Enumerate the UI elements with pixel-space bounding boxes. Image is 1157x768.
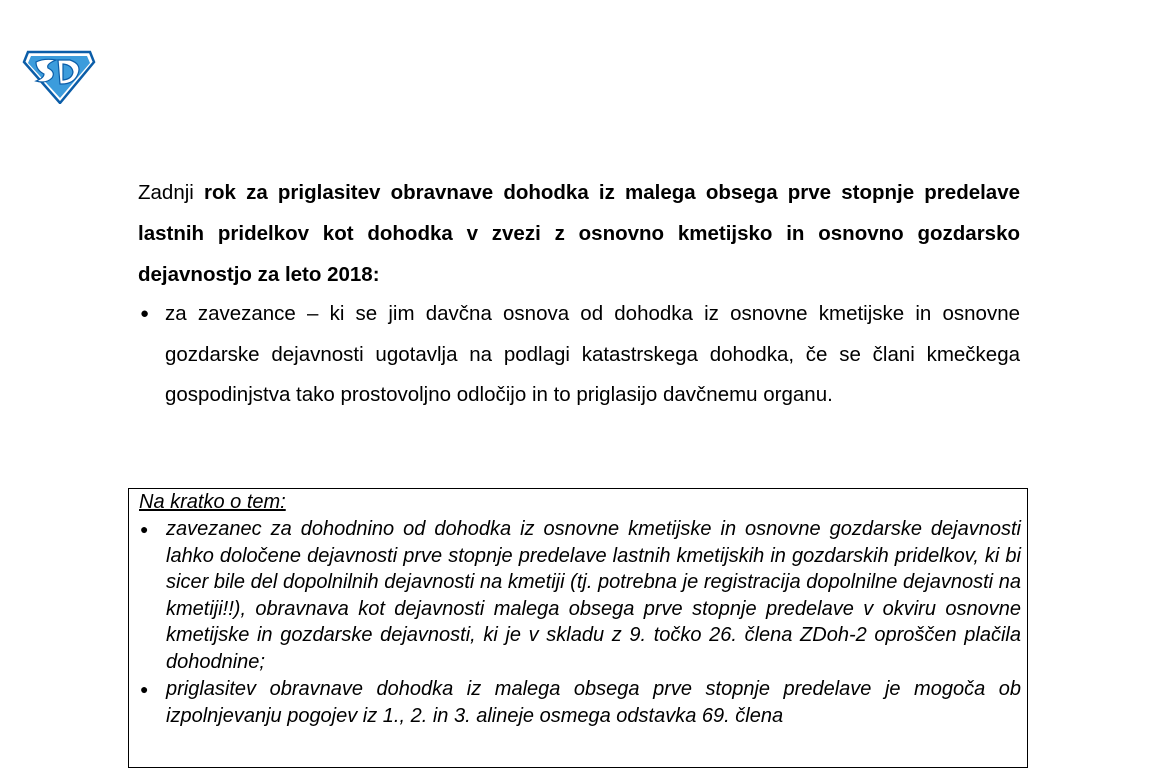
list-item [139, 676, 1021, 729]
list-item-text: za zavezance – ki se jim davčna osnova od dohodka iz osnovne kmetijske in osnovne gozdarske dejavnosti ugotavlja na podlagi katastrskega dohodka, če se člani kmečkega gospodinjstva tako prostovoljno odločijo in to priglasijo davčnemu organu. [165, 302, 1020, 406]
bullet-list [138, 294, 1020, 416]
bullet-icon: ● [140, 681, 149, 697]
list-item-text: zavezanec za dohodnino od dohodka iz osnovne kmetijske in osnovne gozdarske dejavnosti lahko določene dejavnosti prve stopnje predelave lastnih kmetijskih in gozdarskih pridelkov, ki bi sicer bile del dopolnilnih dejavnosti na kmetiji (tj. potrebna je registracija dopolnilne dejavnosti na kmetiji!!), obravnava kot dejavnosti malega obsega prve stopnje predelave v okviru osnovne kmetijske in gozdarske dejavnosti, ki je v skladu z 9. točko 26. člena ZDoh-2 oproščen plačila dohodnine; [166, 518, 1021, 673]
bullet-icon: ● [140, 521, 149, 537]
intro-suffix: : [372, 263, 380, 286]
summary-list [139, 516, 1021, 730]
list-item [138, 294, 1020, 416]
bullet-icon: ● [140, 305, 150, 322]
summary-box-title: Na kratko o tem: [139, 491, 286, 513]
list-item [139, 516, 1021, 675]
list-item-text: priglasitev obravnave dohodka iz malega obsega prve stopnje predelave je mogoča ob izpolnjevanju pogojev iz 1., 2. in 3. alineje osmega odstavka 69. člena [166, 678, 1021, 727]
intro-paragraph [138, 172, 1020, 295]
company-logo [22, 48, 96, 104]
summary-box [128, 488, 1028, 768]
intro-bold-text: rok za priglasitev obravnave dohodka iz malega obsega prve stopnje predelave lastnih pridelkov kot dohodka v zvezi z osnovno kmetijsko in osnovno gozdarsko dejavnostjo za leto 2018 [138, 181, 1021, 286]
intro-prefix: Zadnji [138, 181, 205, 204]
